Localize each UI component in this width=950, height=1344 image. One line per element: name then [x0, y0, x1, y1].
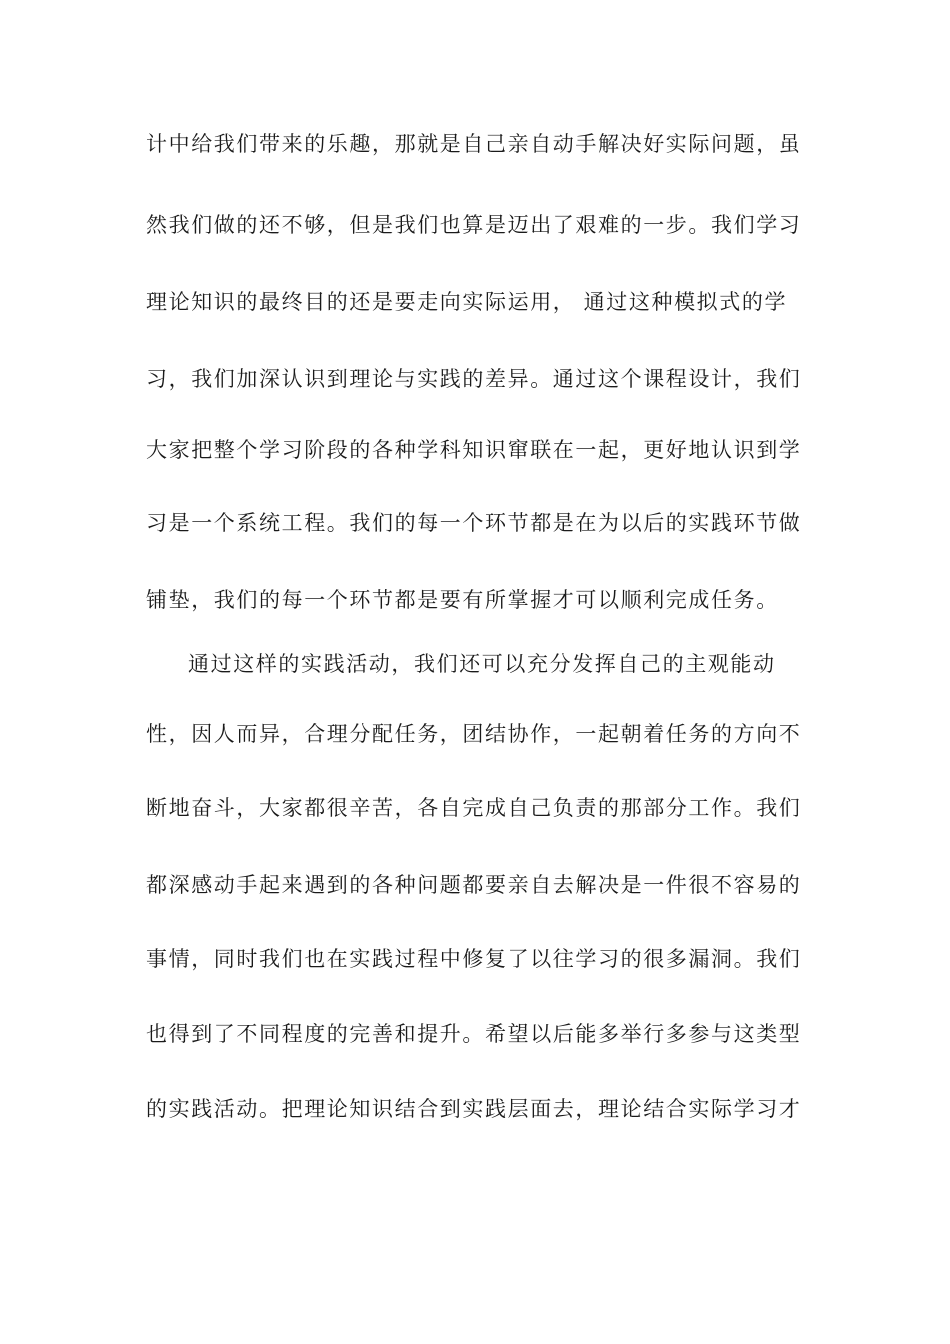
text-line: 理论知识的最终目的还是要走向实际运用， 通过这种模拟式的学 [146, 290, 788, 314]
text-line: 大家把整个学习阶段的各种学科知识窜联在一起，更好地认识到学 [146, 438, 802, 462]
text-line: 性，因人而异，合理分配任务，团结协作，一起朝着任务的方向不 [146, 722, 802, 746]
text-line: 事情，同时我们也在实践过程中修复了以往学习的很多漏洞。我们 [146, 947, 802, 971]
text-line: 习，我们加深认识到理论与实践的差异。通过这个课程设计，我们 [146, 367, 802, 391]
text-line: 的实践活动。把理论知识结合到实践层面去，理论结合实际学习才 [146, 1097, 802, 1121]
text-line: 习是一个系统工程。我们的每一个环节都是在为以后的实践环节做 [146, 511, 802, 535]
text-line: 计中给我们带来的乐趣，那就是自己亲自动手解决好实际问题，虽 [146, 132, 802, 156]
text-line: 然我们做的还不够，但是我们也算是迈出了艰难的一步。我们学习 [146, 213, 802, 237]
text-line: 断地奋斗，大家都很辛苦，各自完成自己负责的那部分工作。我们 [146, 796, 802, 820]
text-line: 也得到了不同程度的完善和提升。希望以后能多举行多参与这类型 [146, 1022, 802, 1046]
text-line: 都深感动手起来遇到的各种问题都要亲自去解决是一件很不容易的 [146, 873, 802, 897]
paragraph-first-line: 通过这样的实践活动，我们还可以充分发挥自己的主观能动 [188, 652, 776, 676]
text-line: 铺垫，我们的每一个环节都是要有所掌握才可以顺利完成任务。 [146, 588, 779, 612]
